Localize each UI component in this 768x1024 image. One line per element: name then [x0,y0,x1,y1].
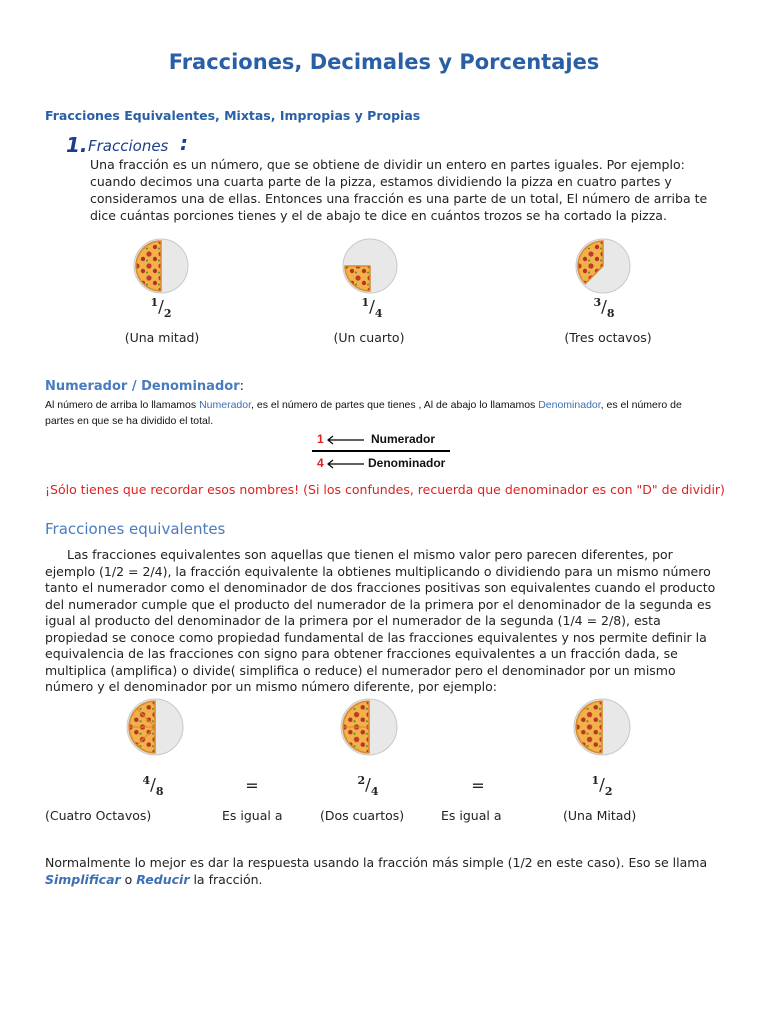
reducir-term: Reducir [136,872,190,887]
caption-una-mitad-bottom: (Una Mitad) [563,808,637,823]
nd-heading-colon: : [239,379,244,394]
fraction-one-quarter: $^1/_4$ [361,296,383,321]
caption-un-cuarto: (Un cuarto) [333,330,405,345]
fraction-bar [312,450,450,452]
fraction-four-eighths: $^4/_8$ [142,774,164,799]
section-number: 1. [66,133,88,157]
fraction-three-eighths: $^3/_8$ [593,296,615,321]
equals-sign: = [471,776,485,795]
intro-paragraph: Una fracción es un número, que se obtiene de dividir un entero en partes iguales. Por ejemplo: cuando decimos una cuarta parte de la pizza, estamos dividiendo la pizza en cuatro partes y consideramos una de ellas. Entonces una fracción es una parte de un total, El número de arriba te dice cuántas porciones tienes y el de abajo te dice en cuántos trozos se ha cortado la pizza. [90,157,708,223]
arrow-left-icon [326,435,366,445]
caption-dos-cuartos: (Dos cuartos) [320,808,405,823]
fraction-one-half-result: $^1/_2$ [591,774,613,799]
denominador-term: Denominador [538,399,601,411]
pizza-two-quarters-icon [340,698,398,756]
caption-es-igual-a: Es igual a [441,808,502,823]
fraction-one-half: $^1/_2$ [150,296,172,321]
diagram-numerator-value: 1 [317,432,324,446]
subtitle: Fracciones Equivalentes, Mixtas, Impropias y Propias [45,108,421,123]
caption-tres-octavos: (Tres octavos) [564,330,652,345]
caption-cuatro-octavos: (Cuatro Octavos) [45,808,152,823]
equivalent-fractions-paragraph: Las fracciones equivalentes son aquellas que tienen el mismo valor pero parecen diferentes, por ejemplo (1/2 = 2/4), la fracción equivalente la obtienes multiplicando o dividiendo para un mismo número tanto el numerador como el denominador de dos fracciones positivas son equivalentes cuando el producto del numerador cumple que el producto del numerador de la primera por el denominador de la segunda es igual al producto del denominador de la primera por el numerador de la segunda (1/4 = 2/8), esta propiedad se conoce como propiedad fundamental de las fracciones equivalentes y nos permite definir la equivalencia de las fracciones con signo para obtener fracciones equivalentes a un fracción dada, se multiplica (amplifica) o divide( simplifica o reduce) el numerador pero el denominador por un mismo número y el denominador por un mismo número diferente, por ejemplo: [45,547,716,694]
section-heading-fracciones: Fracciones [88,137,169,155]
equivalent-fractions-heading: Fracciones equivalentes [45,520,226,538]
pizza-four-eighths-icon [126,698,184,756]
section-heading-colon: : [180,131,188,155]
diagram-numerator-label: Numerador [371,432,436,446]
fraction-diagram [312,428,452,472]
caption-es-igual-a: Es igual a [222,808,283,823]
equals-sign: = [245,776,259,795]
numerador-term: Numerador [199,399,252,411]
diagram-denominator-label: Denominador [368,456,446,470]
diagram-denominator-value: 4 [317,456,324,470]
numerador-denominador-heading [45,379,244,394]
arrow-left-icon [326,459,366,469]
pizza-quarter-icon [342,238,398,294]
nd-heading-label: Numerador / Denominador [45,379,240,394]
pizza-one-half-icon [573,698,631,756]
simplificar-term: Simplificar [45,872,121,887]
caption-una-mitad: (Una mitad) [124,330,200,345]
final-paragraph: Normalmente lo mejor es dar la respuesta usando la fracción más simple (1/2 en este caso). Eso se llama Simplificar o Reducir la fracción. [45,855,708,887]
pizza-three-eighths-icon [575,238,631,294]
reminder-note: ¡Sólo tienes que recordar esos nombres! (Si los confundes, recuerda que denominador es con "D" de dividir) [45,482,725,497]
numerador-denominador-text: Al número de arriba lo llamamos Numerador, es el número de partes que tienes , Al de abajo lo llamamos Denominador, es el número de partes en que se ha dividido el total. [45,399,682,427]
fraction-two-quarters: $^2/_4$ [357,774,379,799]
page-title: Fracciones, Decimales y Porcentajes [168,50,600,74]
pizza-half-icon [133,238,189,294]
